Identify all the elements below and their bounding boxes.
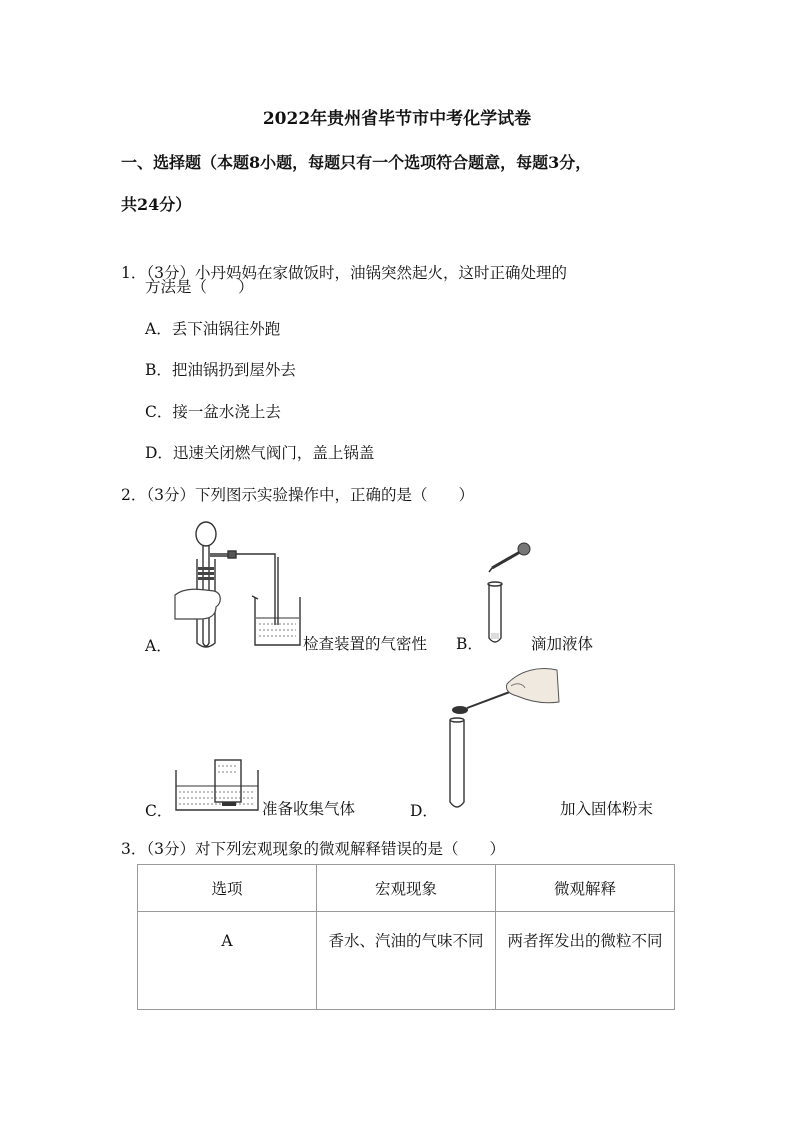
header-option: 选项 [138, 865, 317, 912]
header-explanation: 微观解释 [496, 865, 675, 912]
q1-option-a: A．丢下油锅往外跑 [145, 320, 281, 338]
q1-option-c: C．接一盆水浇上去 [145, 403, 281, 421]
q3-stem: 3．（3分）对下列宏观现象的微观解释错误的是（ ） [121, 840, 505, 858]
q2-option-b-text: 滴加液体 [531, 635, 594, 653]
q1-stem-line2: 方法是（ ） [145, 278, 254, 296]
cell-phenomenon: 香水、汽油的气味不同 [317, 912, 496, 1010]
cell-option: A [138, 912, 317, 1010]
q2-option-a-letter: A． [145, 637, 172, 655]
exam-title: 2022年贵州省毕节市中考化学试卷 [262, 109, 532, 129]
q1-stem-line1: 1．（3分）小丹妈妈在家做饭时，油锅突然起火，这时正确处理的 [121, 264, 567, 282]
section-heading-line2: 共24分） [121, 195, 192, 214]
q2-option-d-letter: D． [410, 802, 438, 820]
gas-collection-figure [170, 758, 260, 814]
q2-option-d-text: 加入固体粉末 [560, 800, 654, 818]
q2-stem: 2．（3分）下列图示实验操作中，正确的是（ ） [121, 486, 474, 504]
q2-option-b-letter: B． [456, 635, 483, 653]
section-heading-line1: 一、选择题（本题8小题，每题只有一个选项符合题意，每题3分， [121, 153, 592, 172]
q1-option-b: B．把油锅扔到屋外去 [145, 361, 296, 379]
table-header-row [138, 865, 675, 912]
table-row [138, 912, 675, 1010]
header-phenomenon: 宏观现象 [317, 865, 496, 912]
airtightness-check-figure [170, 515, 305, 650]
q2-option-c-text: 准备收集气体 [262, 800, 356, 818]
q2-option-c-letter: C． [145, 802, 173, 820]
q2-option-a-text: 检查装置的气密性 [303, 635, 428, 653]
powder-adding-figure [445, 662, 563, 812]
q1-option-d: D．迅速关闭燃气阀门，盖上锅盖 [145, 444, 375, 462]
cell-explanation: 两者挥发出的微粒不同 [496, 912, 675, 1010]
q3-table [137, 864, 675, 1010]
